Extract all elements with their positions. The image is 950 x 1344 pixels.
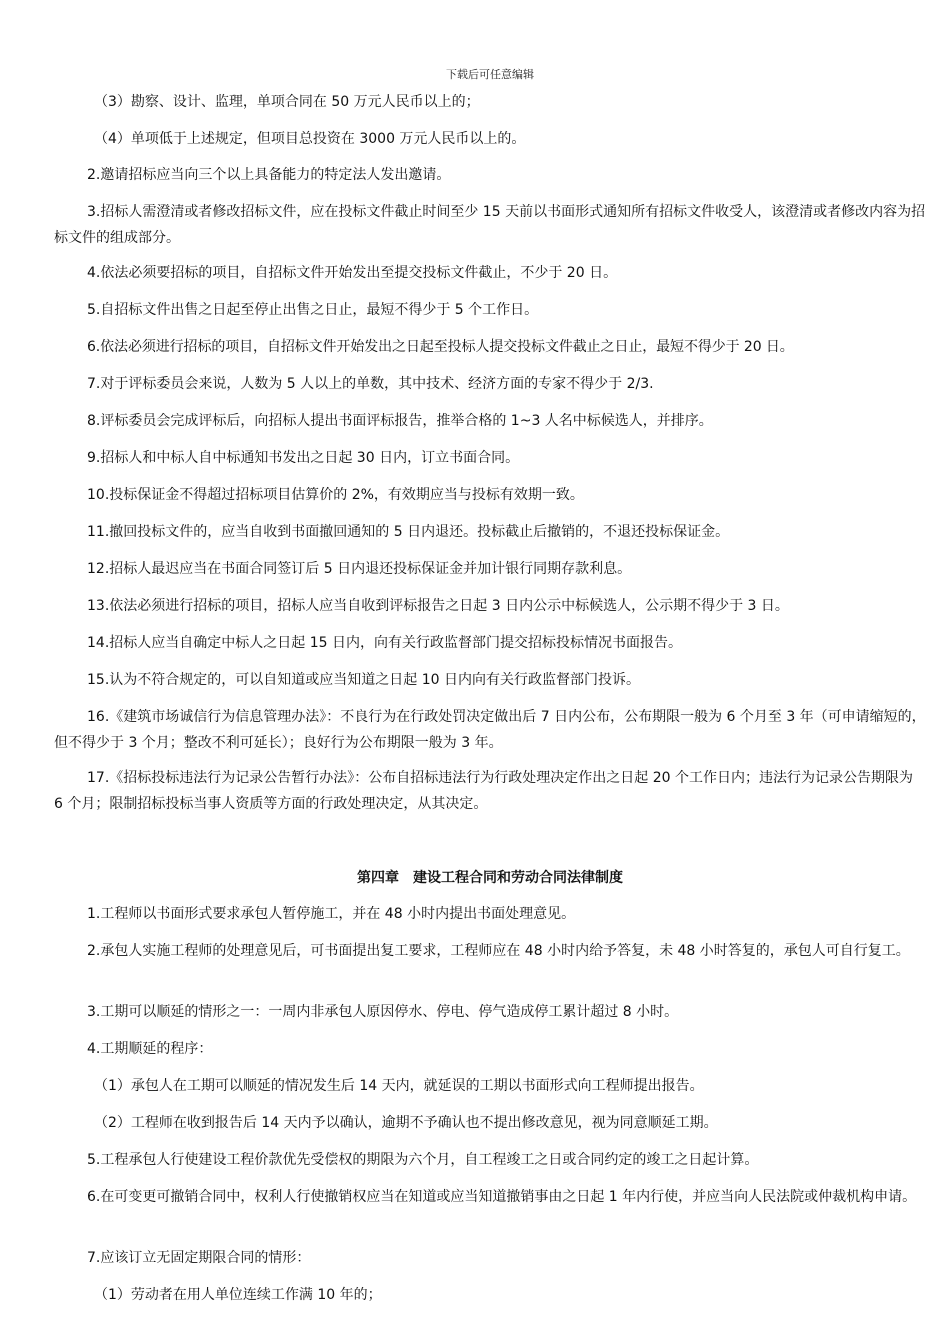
- paragraph-violation-records: 17.《招标投标违法行为记录公告暂行办法》：公布自招标违法行为行政处理决定作出之日起 20 个工作日内；违法行为记录公告期限为 6 个月；限制招标投标当事人资质等方面的行政处理决定，从其决定。: [54, 770, 913, 812]
- paragraph-committee-size: 7.对于评标委员会来说，人数为 5 人以上的单数，其中技术、经济方面的专家不得少于 2/3.: [87, 376, 654, 392]
- paragraph-publicize-candidates: 13.依法必须进行招标的项目，招标人应当自收到评标报告之日起 3 日内公示中标候选人，公示期不得少于 3 日。: [87, 598, 789, 614]
- list-item-1: （1）承包人在工期可以顺延的情况发生后 14 天内，就延误的工期以书面形式向工程师提出报告。: [94, 1078, 704, 1094]
- paragraph-priority-compensation: 5.工程承包人行使建设工程价款优先受偿权的期限为六个月，自工程竣工之日或合同约定的竣工之日起计算。: [87, 1152, 759, 1168]
- paragraph-withdraw-bid: 11.撤回投标文件的，应当自收到书面撤回通知的 5 日内退还。投标截止后撤销的，不退还投标保证金。: [87, 524, 730, 540]
- paragraph-resume-work: 2.承包人实施工程师的处理意见后，可书面提出复工要求，工程师应在 48 小时内给予答复，未 48 小时答复的，承包人可自行复工。: [87, 943, 910, 959]
- paragraph-min-20-days: 4.依法必须要招标的项目，自招标文件开始发出至提交投标文件截止，不少于 20 日。: [87, 265, 618, 281]
- paragraph-extension-procedure: 4.工期顺延的程序：: [87, 1041, 213, 1057]
- paragraph-invite-bidding: 2.邀请招标应当向三个以上具备能力的特定法人发出邀请。: [87, 167, 451, 183]
- paragraph-open-ended-contract: 7.应该订立无固定期限合同的情形：: [87, 1250, 311, 1266]
- paragraph-report-15-days: 14.招标人应当自确定中标人之日起 15 日内，向有关行政监督部门提交招标投标情况书面报告。: [87, 635, 682, 651]
- header-note: 下载后可任意编辑: [446, 68, 534, 81]
- paragraph-contract-30-days: 9.招标人和中标人自中标通知书发出之日起 30 日内，订立书面合同。: [87, 450, 520, 466]
- paragraph-extension-case: 3.工期可以顺延的情形之一：一周内非承包人原因停水、停电、停气造成停工累计超过 8 小时。: [87, 1004, 679, 1020]
- paragraph-docs-to-bid-20-days: 6.依法必须进行招标的项目，自招标文件开始发出之日起至投标人提交投标文件截止之日止，最短不得少于 20 日。: [87, 339, 794, 355]
- paragraph-revocation-right: 6.在可变更可撤销合同中，权利人行使撤销权应当在知道或应当知道撤销事由之日起 1 年内行使，并应当向人民法院或仲裁机构申请。: [87, 1189, 917, 1205]
- chapter-title: 第四章 建设工程合同和劳动合同法律制度: [357, 870, 623, 886]
- paragraph-evaluation-report: 8.评标委员会完成评标后，向招标人提出书面评标报告，推举合格的 1~3 人名中标候选人，并排序。: [87, 413, 713, 429]
- paragraph-credit-measures: 16.《建筑市场诚信行为信息管理办法》：不良行为在行政处罚决定做出后 7 日内公布，公布期限一般为 6 个月至 3 年（可申请缩短的，但不得少于 3 个月；整改不利可延长）；良好行为公布期限一般为 3 年。: [54, 709, 926, 751]
- list-item-2: （2）工程师在收到报告后 14 天内予以确认，逾期不予确认也不提出修改意见，视为同意顺延工期。: [94, 1115, 718, 1131]
- paragraph-suspend-work: 1.工程师以书面形式要求承包人暂停施工，并在 48 小时内提出书面处理意见。: [87, 906, 576, 922]
- list-item-10-years: （1）劳动者在用人单位连续工作满 10 年的；: [94, 1287, 382, 1303]
- paragraph-bid-bond: 10.投标保证金不得超过招标项目估算价的 2%，有效期应当与投标有效期一致。: [87, 487, 584, 503]
- list-item-3: （3）勘察、设计、监理，单项合同在 50 万元人民币以上的；: [94, 94, 480, 110]
- paragraph-refund-bond: 12.招标人最迟应当在书面合同签订后 5 日内退还投标保证金并加计银行同期存款利息。: [87, 561, 632, 577]
- paragraph-clarify-docs: 3.招标人需澄清或者修改招标文件，应在投标文件截止时间至少 15 天前以书面形式通知所有招标文件收受人，该澄清或者修改内容为招标文件的组成部分。: [54, 204, 926, 246]
- paragraph-sale-5-days: 5.自招标文件出售之日起至停止出售之日止，最短不得少于 5 个工作日。: [87, 302, 539, 318]
- list-item-4: （4）单项低于上述规定，但项目总投资在 3000 万元人民币以上的。: [94, 131, 526, 147]
- paragraph-complaint-10-days: 15.认为不符合规定的，可以自知道或应当知道之日起 10 日内向有关行政监督部门投诉。: [87, 672, 640, 688]
